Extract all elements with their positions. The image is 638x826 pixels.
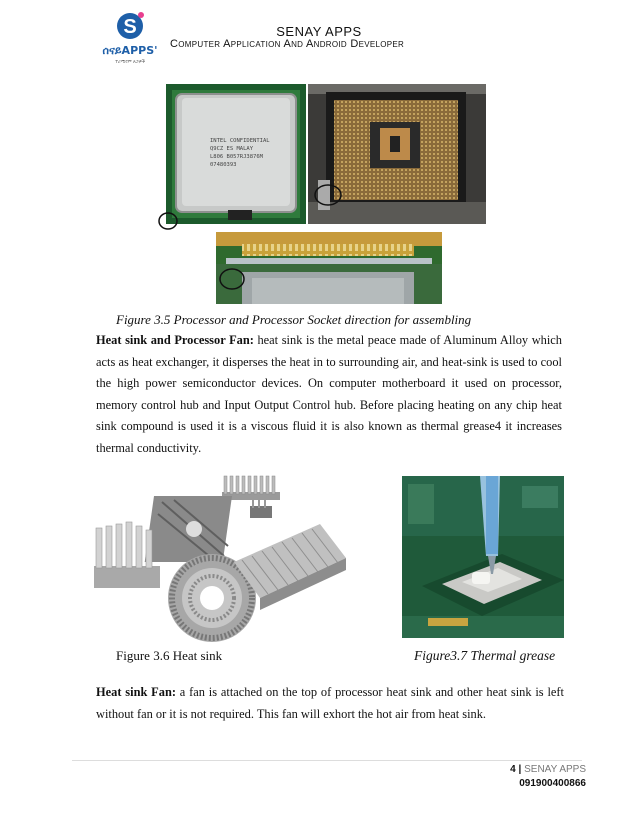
- svg-text:ሰናይAPPS': ሰናይAPPS': [102, 44, 158, 57]
- page-number: 4: [510, 764, 516, 775]
- svg-text:ፕሪሚየም ጸጋዎች: ፕሪሚየም ጸጋዎች: [115, 60, 145, 65]
- figure-3-5-caption: Figure 3.5 Processor and Processor Socket direction for assembling: [116, 312, 472, 327]
- header-title: SENAY APPS: [276, 24, 362, 39]
- svg-text:INTEL CONFIDENTIAL: INTEL CONFIDENTIAL: [210, 138, 270, 144]
- header-subtitle: Computer Application And Android Developer: [170, 38, 405, 50]
- svg-text:07480393: 07480393: [210, 162, 237, 168]
- heatsink-paragraph: [96, 330, 562, 460]
- thermal-grease-photo: [402, 476, 564, 638]
- heatsink-body: heat sink is the metal peace made of Aluminum Alloy which acts as heat exchanger, it disperses the heat in to surrounding air, and heat-sink is used to cool the high power semiconductor devices. On computer motherboard it used on processor, memory control hub and Input Output Control hub. Before placing heating on any chip heat sink compound is used it is a viscous fluid it is also known as thermal grease4 it increases thermal conductivity.: [96, 333, 563, 455]
- figure-3-7-caption: Figure3.7 Thermal grease: [414, 648, 556, 663]
- orientation-mark-circle: [156, 210, 180, 232]
- fan-body: a fan is attached on the top of processor heat sink and other heat sink is left without fan or it is not required. This fan will exhort the hot air from heat sink.: [96, 685, 564, 721]
- footer-divider: [72, 760, 582, 761]
- svg-text:L806 B057RJ3876M: L806 B057RJ3876M: [210, 154, 263, 160]
- heatsink-photo: [94, 470, 346, 642]
- fan-heading: Heat sink Fan:: [96, 685, 176, 699]
- processor-socket-photo: [308, 84, 486, 224]
- processor-in-socket-photo: [216, 232, 442, 304]
- page-footer: [440, 763, 586, 791]
- footer-phone: 091900400866: [519, 778, 586, 789]
- heatsink-heading: Heat sink and Processor Fan:: [96, 333, 254, 347]
- fan-paragraph: [96, 682, 564, 725]
- footer-app-name: SENAY APPS: [524, 764, 586, 775]
- svg-text:Q9CZ ES MALAY: Q9CZ ES MALAY: [210, 146, 254, 152]
- processor-photo: [166, 84, 306, 224]
- footer-separator: |: [518, 764, 522, 775]
- figure-3-6-caption: Figure 3.6 Heat sink: [116, 648, 223, 663]
- svg-text:S: S: [123, 16, 137, 38]
